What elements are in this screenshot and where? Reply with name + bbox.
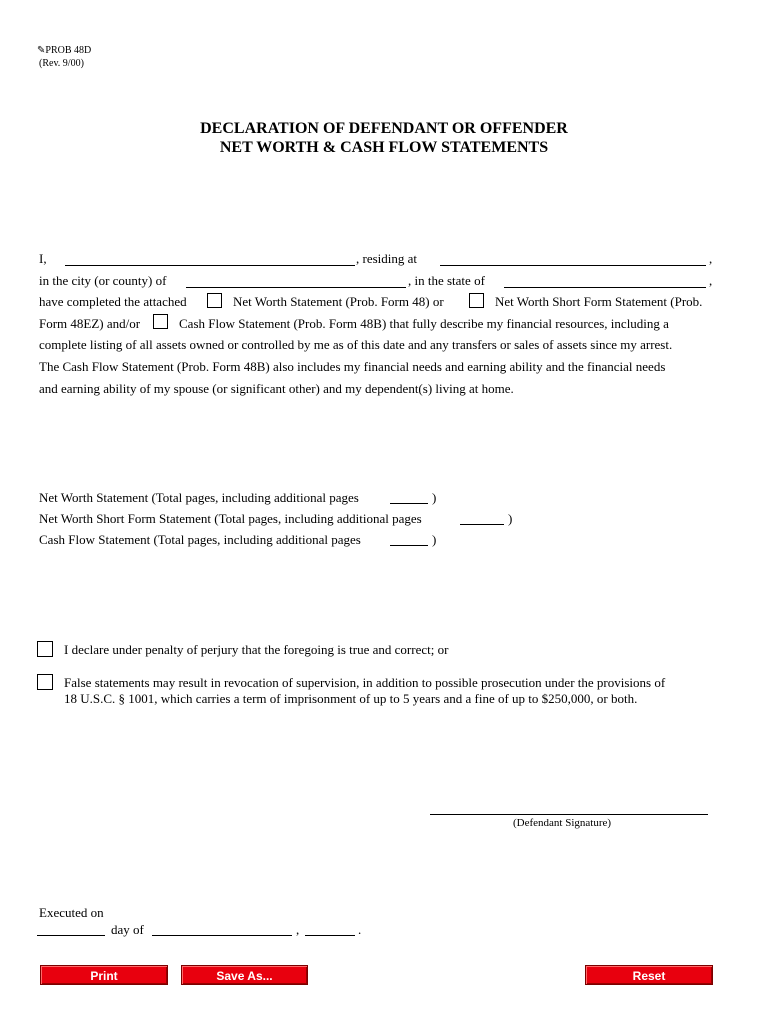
perjury-statement: I declare under penalty of perjury that the foregoing is true and correct; or <box>64 642 449 657</box>
name-field[interactable] <box>65 265 355 266</box>
false-statement-line: 18 U.S.C. § 1001, which carries a term of imprisonment of up to 5 years and a fine of up to $250,000, or both. <box>64 691 638 706</box>
page-title: DECLARATION OF DEFENDANT OR OFFENDER <box>200 120 568 137</box>
residing-at-label: , residing at <box>356 251 418 266</box>
period: . <box>358 922 362 937</box>
short-form-checkbox[interactable] <box>469 293 484 308</box>
i-label: I, <box>39 251 47 266</box>
cash-flow-checkbox[interactable] <box>153 314 168 329</box>
net-worth-pages-field[interactable] <box>390 503 428 504</box>
cash-flow-pages-label: Cash Flow Statement (Total pages, including additional pages <box>39 532 361 547</box>
city-label: in the city (or county) of <box>39 273 167 288</box>
false-statement-checkbox[interactable] <box>37 674 53 690</box>
city-field[interactable] <box>186 287 406 288</box>
cash-flow-option-label: Cash Flow Statement (Prob. Form 48B) that fully describe my financial resources, including a <box>179 316 669 331</box>
state-label: , in the state of <box>408 273 485 288</box>
reset-button[interactable]: Reset <box>585 965 713 985</box>
print-button[interactable]: Print <box>40 965 168 985</box>
net-worth-checkbox[interactable] <box>207 293 222 308</box>
state-field[interactable] <box>504 287 706 288</box>
page-subtitle: NET WORTH & CASH FLOW STATEMENTS <box>219 139 549 156</box>
net-worth-pages-label: Net Worth Statement (Total pages, including additional pages <box>39 490 359 505</box>
net-worth-option-label: Net Worth Statement (Prob. Form 48) or <box>233 294 444 309</box>
paragraph-line: The Cash Flow Statement (Prob. Form 48B) also includes my financial needs and earning ability and the financial needs <box>39 359 666 374</box>
paragraph-line: and earning ability of my spouse (or significant other) and my dependent(s) living at home. <box>39 381 514 396</box>
perjury-checkbox[interactable] <box>37 641 53 657</box>
form-id: PROB 48D <box>45 45 92 56</box>
form-revision: (Rev. 9/00) <box>39 58 84 69</box>
short-form-pages-label: Net Worth Short Form Statement (Total pages, including additional pages <box>39 511 422 526</box>
comma: , <box>709 273 713 288</box>
short-form-option-label: Net Worth Short Form Statement (Prob. <box>495 294 703 309</box>
form-id-header <box>37 45 91 57</box>
comma: , <box>296 922 300 937</box>
signature-field[interactable] <box>430 814 708 815</box>
day-of-label: day of <box>111 922 144 937</box>
completed-label: have completed the attached <box>39 294 187 309</box>
signature-label: (Defendant Signature) <box>513 817 612 829</box>
close-paren: ) <box>432 532 437 547</box>
executed-day-field[interactable] <box>37 935 105 936</box>
paragraph-line: complete listing of all assets owned or controlled by me as of this date and any transfers or sales of assets since my arrest. <box>39 337 673 352</box>
false-statement-line: False statements may result in revocation of supervision, in addition to possible prosecution under the provisions of <box>64 675 666 690</box>
pen-icon: ✎ <box>37 45 46 56</box>
save-as-button[interactable]: Save As... <box>181 965 308 985</box>
cash-flow-pages-field[interactable] <box>390 545 428 546</box>
residence-field[interactable] <box>440 265 706 266</box>
executed-on-label: Executed on <box>39 905 104 920</box>
executed-month-field[interactable] <box>152 935 292 936</box>
short-form-pages-field[interactable] <box>460 524 504 525</box>
form48ez-label: Form 48EZ) and/or <box>39 316 141 331</box>
executed-year-field[interactable] <box>305 935 355 936</box>
comma: , <box>709 251 713 266</box>
close-paren: ) <box>432 490 437 505</box>
close-paren: ) <box>508 511 513 526</box>
